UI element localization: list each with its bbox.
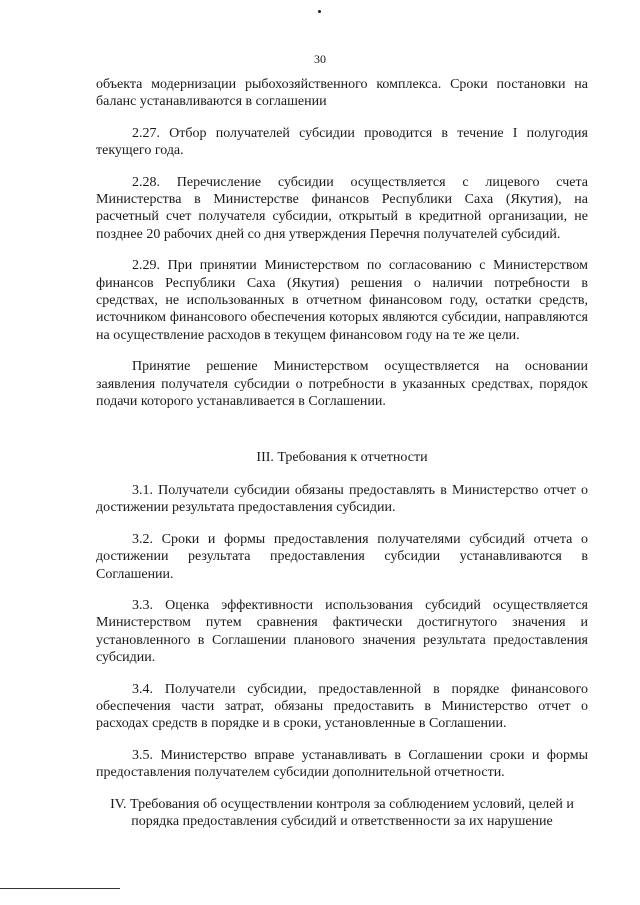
paragraph-continuation: объекта модернизации рыбохозяйственного комплекса. Сроки постановки на баланс устанавливаются в соглашении bbox=[96, 77, 588, 110]
paragraph-2-28: 2.28. Перечисление субсидии осуществляется с лицевого счета Министерства в Министерстве финансов Республики Саха (Якутия), на расчетный счет получателя субсидии, открытый в кредитной организации, не позднее 20 рабочих дней со дня утверждения Перечня получателей субсидий. bbox=[96, 174, 588, 242]
footnote-separator bbox=[0, 888, 120, 889]
section-3-title: III. Требования к отчетности bbox=[256, 449, 428, 465]
paragraph-2-29: 2.29. При принятии Министерством по согласованию с Министерством финансов Республики Саха (Якутия) решения о наличии потребности в средствах, не использованных в отчетном финансовом году, остатки средств, источником финансового обеспечения которых являются субсидии, направляются на осуществление расходов в текущем финансовом году на те же цели. bbox=[96, 258, 588, 343]
paragraph-3-1: 3.1. Получатели субсидии обязаны предоставлять в Министерство отчет о достижении результата предоставления субсидии. bbox=[96, 482, 588, 516]
paragraph-3-3: 3.3. Оценка эффективности использования субсидий осуществляется Министерством путем сравнения фактически достигнутого значения и установленного в Соглашении планового значения результата предоставления субсидии. bbox=[96, 597, 588, 666]
paragraph-3-4: 3.4. Получатели субсидии, предоставленной в порядке финансового обеспечения части затрат, обязаны предоставить в Министерство отчет о расходах средств в порядке и в сроки, установленные в Соглашении. bbox=[96, 681, 588, 732]
page-mark bbox=[318, 10, 321, 13]
document-body bbox=[96, 76, 588, 830]
paragraph-2-27: 2.27. Отбор получателей субсидии проводится в течение I полугодия текущего года. bbox=[96, 125, 588, 159]
paragraph-3-2: 3.2. Сроки и формы предоставления получателями субсидий отчета о достижении результата предоставления субсидии устанавливаются в Соглашении. bbox=[96, 531, 588, 582]
paragraph-3-5: 3.5. Министерство вправе устанавливать в Соглашении сроки и формы предоставления получателем субсидии дополнительной отчетности. bbox=[96, 747, 588, 781]
page-number: 30 bbox=[314, 52, 326, 66]
section-4-title: IV. Требования об осуществлении контроля за соблюдением условий, целей и порядка предоставления субсидий и ответственности за их нарушение bbox=[110, 796, 574, 829]
paragraph-decision: Принятие решение Министерством осуществляется на основании заявления получателя субсидии о потребности в указанных средствах, порядок подачи которого устанавливается в Соглашении. bbox=[96, 359, 588, 410]
